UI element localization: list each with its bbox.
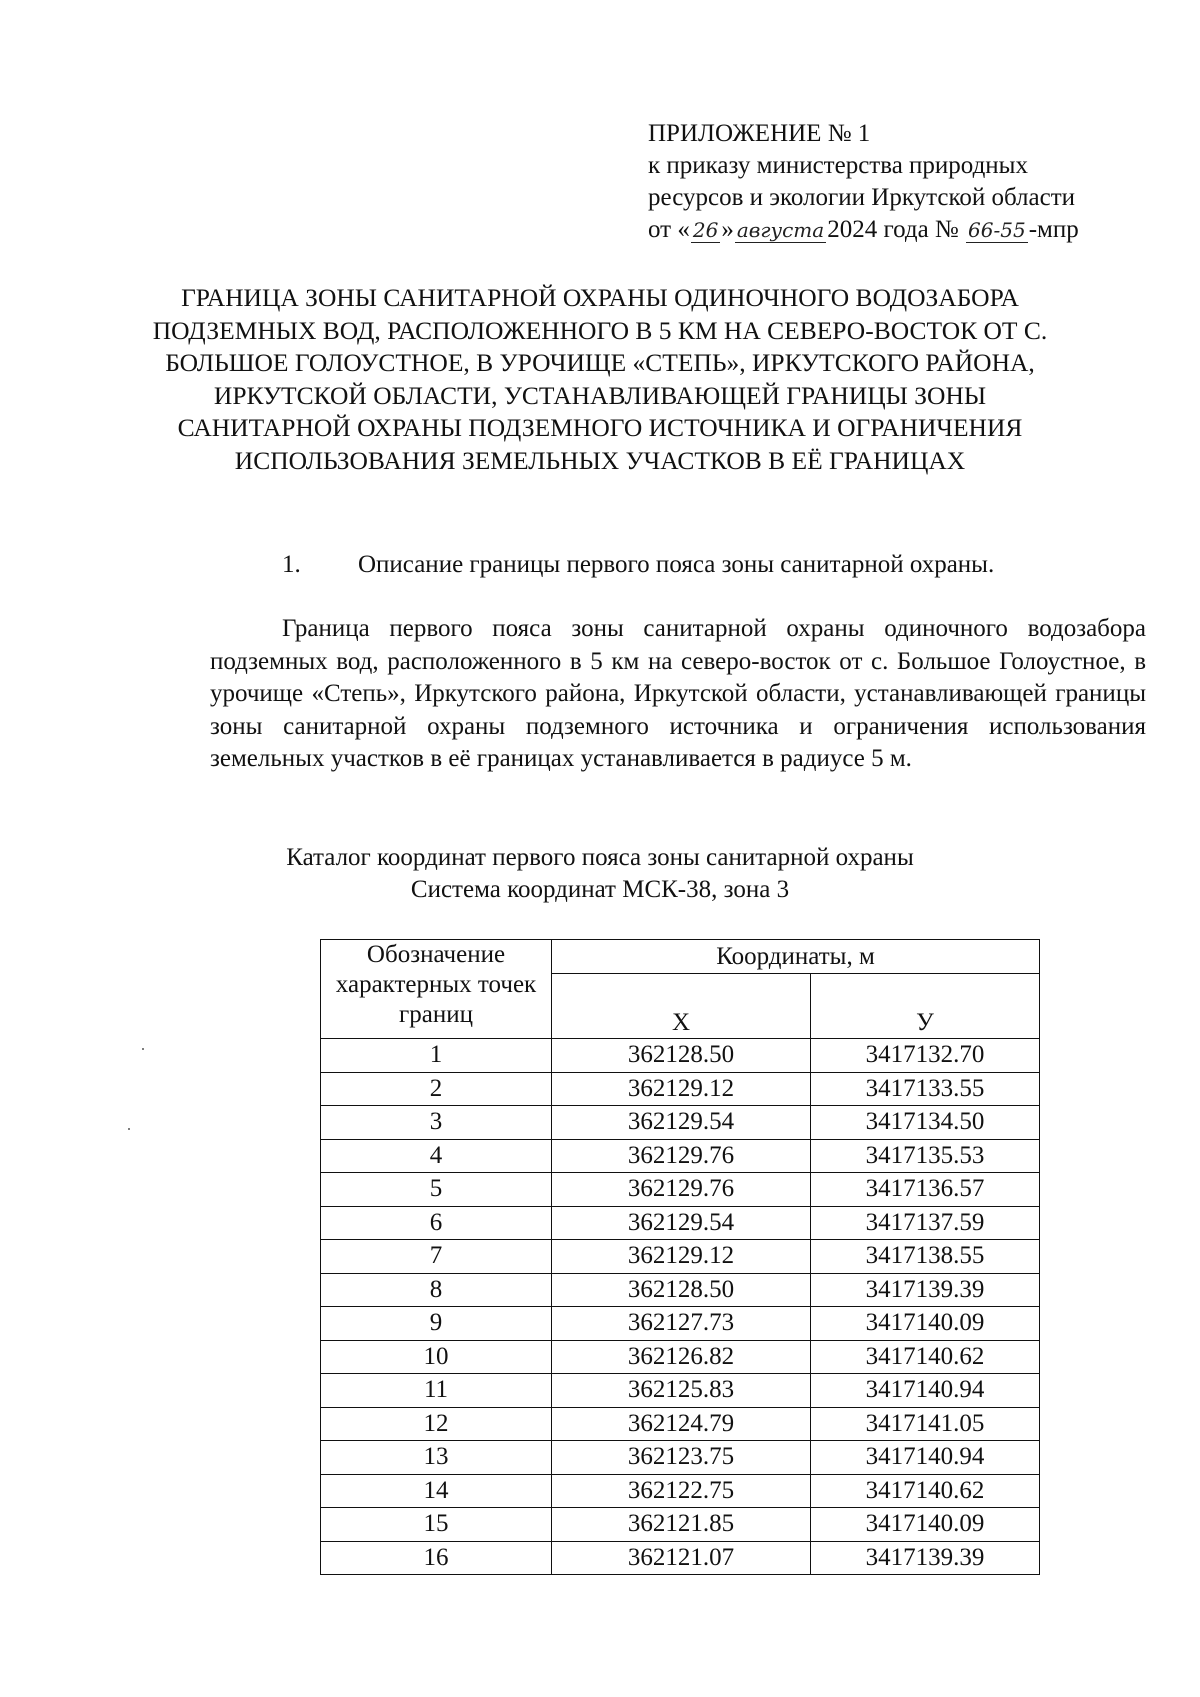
y-coordinate-cell: 3417140.94 — [811, 1374, 1040, 1408]
point-number-cell: 2 — [321, 1072, 552, 1106]
point-number-cell: 1 — [321, 1039, 552, 1073]
appendix-order-line: к приказу министерства природных — [648, 152, 1028, 179]
catalog-caption-title: Каталог координат первого пояса зоны санитарной охраны — [286, 844, 914, 871]
x-coordinate-cell: 362129.54 — [552, 1106, 811, 1140]
appendix-label: ПРИЛОЖЕНИЕ № 1 — [648, 120, 871, 147]
document-title: ГРАНИЦА ЗОНЫ САНИТАРНОЙ ОХРАНЫ ОДИНОЧНОГО ВОДОЗАБОРА ПОДЗЕМНЫХ ВОД, РАСПОЛОЖЕННОГО В 5 КМ НА СЕВЕРО-ВОСТОК ОТ С. БОЛЬШОЕ ГОЛОУСТНОЕ, В УРОЧИЩЕ «СТЕПЬ», ИРКУТСКОГО РАЙОНА, ИРКУТСКОЙ ОБЛАСТИ, УСТАНАВЛИВАЮЩЕЙ ГРАНИЦЫ ЗОНЫ САНИТАРНОЙ ОХРАНЫ ПОДЗЕМНОГО ИСТОЧНИКА И ОГРАНИЧЕНИЯ ИСПОЛЬЗОВАНИЯ ЗЕМЕЛЬНЫХ УЧАСТКОВ В ЕЁ ГРАНИЦАХ — [152, 283, 1048, 475]
order-suffix: -мпр — [1028, 216, 1079, 243]
y-coordinate-cell: 3417135.53 — [811, 1139, 1040, 1173]
date-day-suffix: » — [721, 216, 734, 243]
point-number-cell: 13 — [321, 1441, 552, 1475]
x-coordinate-cell: 362129.54 — [552, 1206, 811, 1240]
point-number-cell: 3 — [321, 1106, 552, 1140]
table-row — [321, 1441, 1040, 1475]
table-row — [321, 1541, 1040, 1575]
table-row — [321, 1072, 1040, 1106]
y-coordinate-cell: 3417140.62 — [811, 1340, 1040, 1374]
point-number-cell: 12 — [321, 1407, 552, 1441]
table-row — [321, 1139, 1040, 1173]
handwritten-day: 26 — [692, 218, 719, 242]
point-number-cell: 15 — [321, 1508, 552, 1542]
appendix-date-line — [648, 214, 1079, 246]
coordinates-table — [320, 939, 1040, 1575]
coordinates-header: Координаты, м — [552, 940, 1040, 974]
x-coordinate-cell: 362129.76 — [552, 1173, 811, 1207]
y-coordinate-cell: 3417133.55 — [811, 1072, 1040, 1106]
point-number-cell: 10 — [321, 1340, 552, 1374]
y-coordinate-cell: 3417141.05 — [811, 1407, 1040, 1441]
description-paragraph: Граница первого пояса зоны санитарной охраны одиночного водозабора подземных вод, расположенного в 5 км на северо-восток от с. Большое Голоустное, в урочище «Степь», Иркутского района, Иркутской области, устанавливающей границы зоны санитарной охраны подземного источника и ограничения использования земельных участков в её границах устанавливается в радиусе 5 м. — [210, 615, 1146, 772]
table-row — [321, 1039, 1040, 1073]
section-number: 1. — [282, 551, 301, 578]
x-coordinate-cell: 362127.73 — [552, 1307, 811, 1341]
y-header: У — [811, 974, 1040, 1039]
y-coordinate-cell: 3417140.09 — [811, 1508, 1040, 1542]
table-row — [321, 1407, 1040, 1441]
table-row — [321, 1273, 1040, 1307]
table-row — [321, 1240, 1040, 1274]
table-row — [321, 1206, 1040, 1240]
x-coordinate-cell: 362128.50 — [552, 1273, 811, 1307]
x-coordinate-cell: 362129.12 — [552, 1072, 811, 1106]
x-coordinate-cell: 362122.75 — [552, 1474, 811, 1508]
table-row — [321, 1508, 1040, 1542]
y-coordinate-cell: 3417134.50 — [811, 1106, 1040, 1140]
table-row — [321, 1173, 1040, 1207]
x-coordinate-cell: 362123.75 — [552, 1441, 811, 1475]
appendix-header — [648, 118, 1079, 246]
x-coordinate-cell: 362121.85 — [552, 1508, 811, 1542]
date-year: 2024 года № — [827, 216, 959, 243]
x-coordinate-cell: 362124.79 — [552, 1407, 811, 1441]
y-coordinate-cell: 3417140.62 — [811, 1474, 1040, 1508]
catalog-caption — [150, 842, 1050, 906]
section-heading-text: Описание границы первого пояса зоны санитарной охраны. — [358, 551, 995, 578]
appendix-ministry-line: ресурсов и экологии Иркутской области — [648, 184, 1076, 211]
y-coordinate-cell: 3417138.55 — [811, 1240, 1040, 1274]
date-prefix: от « — [648, 216, 690, 243]
point-number-cell: 7 — [321, 1240, 552, 1274]
table-row — [321, 1307, 1040, 1341]
y-coordinate-cell: 3417139.39 — [811, 1541, 1040, 1575]
y-coordinate-cell: 3417132.70 — [811, 1039, 1040, 1073]
handwritten-month: августа — [736, 218, 825, 242]
x-coordinate-cell: 362126.82 — [552, 1340, 811, 1374]
x-coordinate-cell: 362121.07 — [552, 1541, 811, 1575]
point-number-cell: 16 — [321, 1541, 552, 1575]
table-row — [321, 1374, 1040, 1408]
point-number-cell: 8 — [321, 1273, 552, 1307]
x-coordinate-cell: 362125.83 — [552, 1374, 811, 1408]
coordinates-table-body — [321, 1039, 1040, 1575]
point-number-cell: 9 — [321, 1307, 552, 1341]
x-header: X — [552, 974, 811, 1039]
point-designation-header: Обозначение характерных точек границ — [321, 940, 552, 1039]
x-coordinate-cell: 362129.76 — [552, 1139, 811, 1173]
table-row — [321, 1474, 1040, 1508]
section-heading — [282, 551, 994, 579]
y-coordinate-cell: 3417136.57 — [811, 1173, 1040, 1207]
y-coordinate-cell: 3417140.09 — [811, 1307, 1040, 1341]
point-number-cell: 5 — [321, 1173, 552, 1207]
scan-speck — [128, 1128, 130, 1130]
coordinate-system-line: Система координат МСК-38, зона 3 — [410, 876, 790, 903]
point-number-cell: 14 — [321, 1474, 552, 1508]
x-coordinate-cell: 362129.12 — [552, 1240, 811, 1274]
table-row — [321, 1106, 1040, 1140]
x-coordinate-cell: 362128.50 — [552, 1039, 811, 1073]
handwritten-number: 66-55 — [968, 218, 1026, 242]
y-coordinate-cell: 3417139.39 — [811, 1273, 1040, 1307]
point-number-cell: 4 — [321, 1139, 552, 1173]
point-number-cell: 11 — [321, 1374, 552, 1408]
y-coordinate-cell: 3417137.59 — [811, 1206, 1040, 1240]
point-number-cell: 6 — [321, 1206, 552, 1240]
table-row — [321, 1340, 1040, 1374]
y-coordinate-cell: 3417140.94 — [811, 1441, 1040, 1475]
scan-speck — [142, 1048, 144, 1050]
